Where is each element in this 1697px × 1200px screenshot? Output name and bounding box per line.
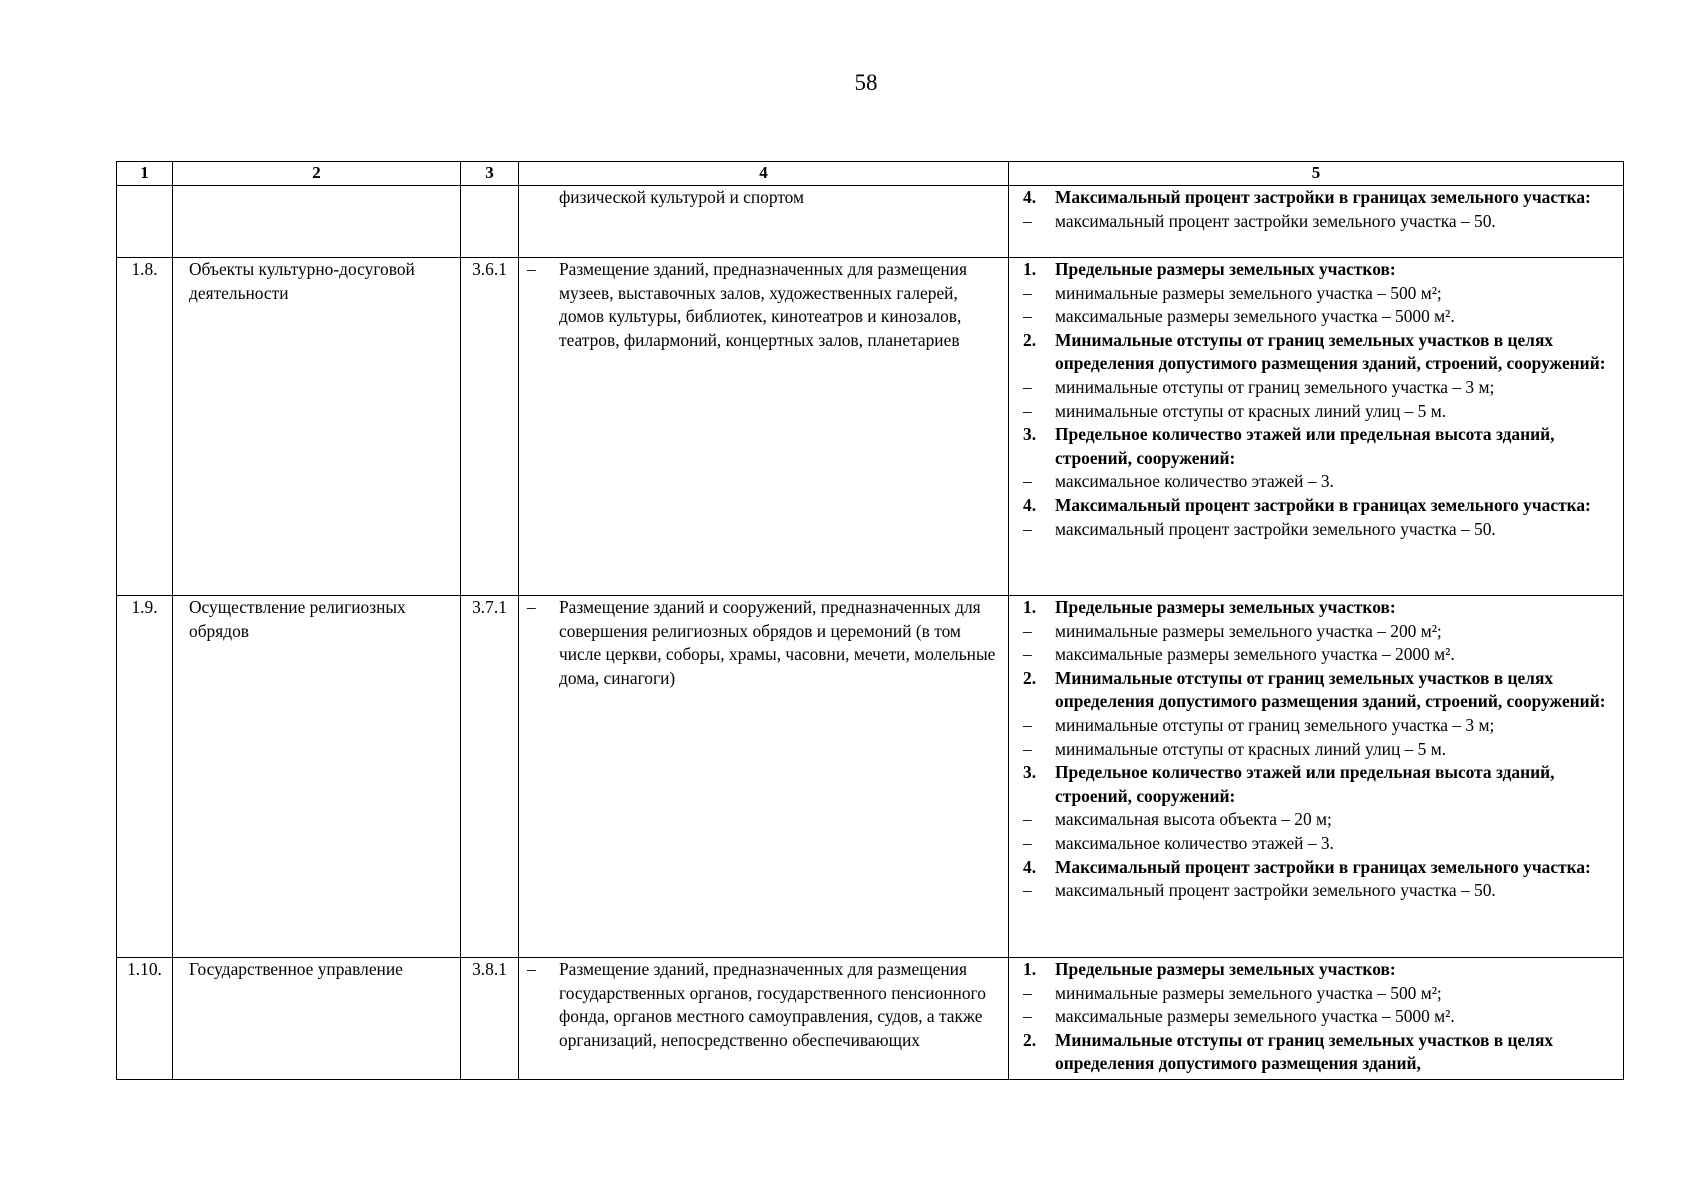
row-desc-cell	[519, 596, 1009, 958]
row-name: Осуществление религиозных обрядов	[173, 596, 461, 958]
row-desc: Размещение зданий, предназначенных для размещения музеев, выставочных залов, художественных галерей, домов культуры, библиотек, кинотеатров и кинозалов, театров, филармоний, концертных залов, планетариев	[559, 259, 967, 350]
row-desc-cell	[519, 258, 1009, 596]
row-code: 3.8.1	[461, 958, 519, 1080]
row-desc-cell	[519, 958, 1009, 1080]
param-line: 4. Максимальный процент застройки в границах земельного участка:	[1023, 494, 1591, 515]
row-params-cell	[1009, 958, 1624, 1080]
param-line: – максимальные размеры земельного участка – 2000 м².	[1023, 644, 1455, 665]
row-code: 3.7.1	[461, 596, 519, 958]
row-desc: Размещение зданий, предназначенных для размещения государственных органов, государственного пенсионного фонда, органов местного самоуправления, судов, а также организаций, непосредственно обеспечивающих	[559, 959, 986, 1050]
header-col-1: 1	[117, 162, 173, 186]
param-line: – максимальное количество этажей – 3.	[1023, 832, 1334, 853]
param-line: 4. Максимальный процент застройки в границах земельного участка:	[1023, 856, 1591, 877]
page-number: 58	[854, 70, 878, 95]
row-params-cell	[1009, 596, 1624, 958]
param-line: 3. Предельное количество этажей или предельная высота зданий, строений, сооружений:	[1023, 424, 1555, 468]
param-line: – максимальная высота объекта – 20 м;	[1023, 809, 1332, 830]
dash: –	[527, 259, 536, 279]
param-line: – максимальное количество этажей – 3.	[1023, 471, 1334, 492]
row-number: 1.10.	[117, 958, 173, 1080]
param-line: – минимальные размеры земельного участка – 500 м²;	[1023, 282, 1442, 303]
param-line: – максимальный процент застройки земельного участка – 50.	[1023, 210, 1496, 231]
header-row	[117, 162, 1624, 186]
param-line: – минимальные отступы от границ земельного участка – 3 м;	[1023, 714, 1495, 735]
param-line: – максимальный процент застройки земельного участка – 50.	[1023, 880, 1496, 901]
param-line: – минимальные отступы от границ земельного участка – 3 м;	[1023, 376, 1495, 397]
cont-desc: физической культурой и спортом	[559, 187, 805, 207]
continuation-row	[117, 186, 1624, 258]
row-desc: Размещение зданий и сооружений, предназначенных для совершения религиозных обрядов и церемоний (в том числе церкви, соборы, храмы, часовни, мечети, молельные дома, синагоги)	[559, 597, 996, 688]
header-col-5: 5	[1009, 162, 1624, 186]
param-line: – максимальные размеры земельного участка – 5000 м².	[1023, 1006, 1455, 1027]
table-row	[117, 596, 1624, 958]
param-line: – минимальные отступы от красных линий улиц – 5 м.	[1023, 738, 1447, 759]
row-number: 1.9.	[117, 596, 173, 958]
param-line: 1. Предельные размеры земельных участков:	[1023, 259, 1396, 279]
row-number: 1.8.	[117, 258, 173, 596]
param-line: 2. Минимальные отступы от границ земельных участков в целях определения допустимого размещения зданий, строений, сооружений:	[1023, 329, 1606, 374]
param-line: – максимальные размеры земельного участка – 5000 м².	[1023, 306, 1455, 327]
param-line: 1. Предельные размеры земельных участков:	[1023, 597, 1396, 617]
header-col-3: 3	[461, 162, 519, 186]
param-line: 2. Минимальные отступы от границ земельных участков в целях определения допустимого размещения зданий, строений, сооружений:	[1023, 667, 1606, 712]
cont-code	[461, 186, 519, 258]
row-name: Государственное управление	[173, 958, 461, 1080]
param-line: 2. Минимальные отступы от границ земельных участков в целях определения допустимого размещения зданий,	[1023, 1029, 1554, 1074]
header-col-4: 4	[519, 162, 1009, 186]
table-row	[117, 958, 1624, 1080]
dash: –	[527, 597, 536, 617]
param-line: – минимальные размеры земельного участка – 200 м²;	[1023, 620, 1442, 641]
header-col-2: 2	[173, 162, 461, 186]
param-line: – минимальные размеры земельного участка – 500 м²;	[1023, 982, 1442, 1003]
regulations-table	[116, 161, 1624, 1080]
row-name: Объекты культурно-досуговой деятельности	[173, 258, 461, 596]
dash: –	[527, 959, 536, 979]
param-line: – максимальный процент застройки земельного участка – 50.	[1023, 518, 1496, 539]
param-line: – минимальные отступы от красных линий улиц – 5 м.	[1023, 400, 1447, 421]
cont-desc-cell	[519, 186, 1009, 258]
cont-name	[173, 186, 461, 258]
param-line: 1. Предельные размеры земельных участков:	[1023, 959, 1396, 979]
param-line: 4. Максимальный процент застройки в границах земельного участка:	[1023, 187, 1591, 207]
param-line: 3. Предельное количество этажей или предельная высота зданий, строений, сооружений:	[1023, 762, 1555, 806]
cont-params-cell	[1009, 186, 1624, 258]
row-params-cell	[1009, 258, 1624, 596]
row-code: 3.6.1	[461, 258, 519, 596]
table-row	[117, 258, 1624, 596]
cont-num	[117, 186, 173, 258]
